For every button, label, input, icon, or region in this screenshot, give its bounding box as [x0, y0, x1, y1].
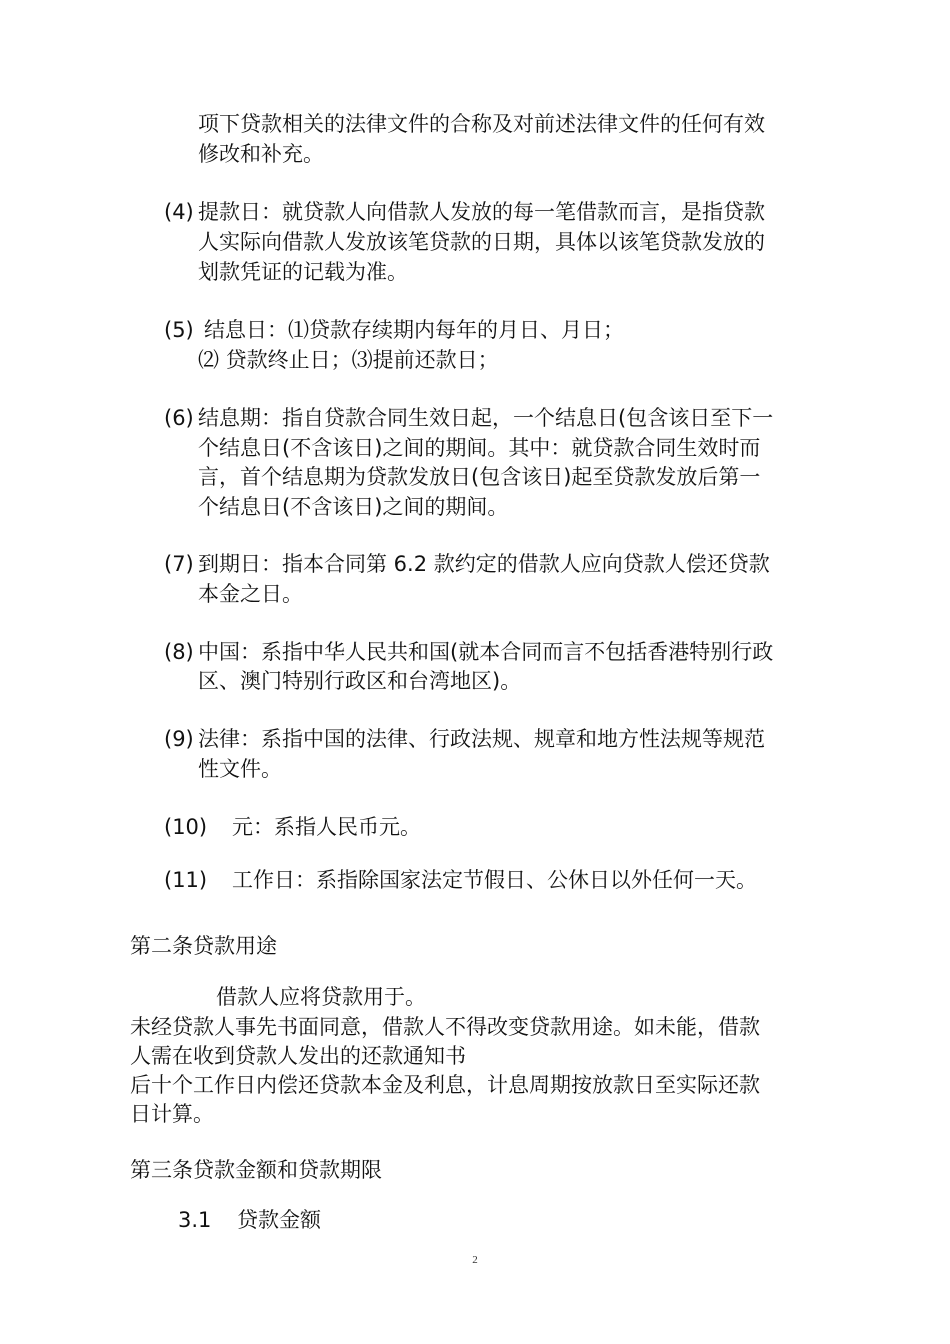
item-9-line-1: 法律：系指中国的法律、行政法规、规章和地方性法规等规范: [198, 727, 765, 751]
item-7-line-1: 到期日：指本合同第 6.2 款约定的借款人应向贷款人偿还贷款: [198, 552, 770, 576]
item-6-line-1: 结息期：指自贷款合同生效日起，一个结息日(包含该日至下一: [198, 406, 774, 430]
definition-continued-line-1: 项下贷款相关的法律文件的合称及对前述法律文件的任何有效: [198, 112, 765, 136]
item-8-line-2: 区、澳门特别行政区和台湾地区)。: [198, 669, 522, 693]
article-2-line-3: 人需在收到贷款人发出的还款通知书: [130, 1044, 466, 1068]
item-5-line-2: ⑵ 贷款终止日；⑶提前还款日；: [198, 348, 499, 372]
section-3-1-number: 3.1: [178, 1208, 212, 1232]
item-number-5: (5): [164, 318, 194, 342]
article-2-line-2: 未经贷款人事先书面同意，借款人不得改变贷款用途。如未能，借款: [130, 1015, 760, 1039]
item-number-11: (11): [164, 868, 208, 892]
item-11-line-1: 工作日：系指除国家法定节假日、公休日以外任何一天。: [232, 868, 757, 892]
item-10-line-1: 元：系指人民币元。: [232, 815, 421, 839]
article-2-line-4: 后十个工作日内偿还贷款本金及利息，计息周期按放款日至实际还款: [130, 1073, 760, 1097]
item-number-10: (10): [164, 815, 208, 839]
article-2-line-1: 借款人应将贷款用于。: [216, 985, 426, 1009]
item-number-8: (8): [164, 640, 194, 664]
item-4-line-2: 人实际向借款人发放该笔贷款的日期，具体以该笔贷款发放的: [198, 230, 765, 254]
item-number-6: (6): [164, 406, 194, 430]
item-7-line-2: 本金之日。: [198, 582, 303, 606]
article-2-heading: 第二条贷款用途: [130, 934, 277, 958]
item-6-line-3: 言，首个结息期为贷款发放日(包含该日)起至贷款发放后第一: [198, 465, 761, 489]
article-2-line-5: 日计算。: [130, 1102, 214, 1126]
item-8-line-1: 中国：系指中华人民共和国(就本合同而言不包括香港特别行政: [198, 640, 774, 664]
item-6-line-2: 个结息日(不含该日)之间的期间。其中：就贷款合同生效时而: [198, 436, 761, 460]
item-4-line-1: 提款日：就贷款人向借款人发放的每一笔借款而言，是指贷款: [198, 200, 765, 224]
item-9-line-2: 性文件。: [198, 757, 282, 781]
article-3-heading: 第三条贷款金额和贷款期限: [130, 1158, 382, 1182]
item-number-4: (4): [164, 200, 194, 224]
item-5-line-1: 结息日：⑴贷款存续期内每年的月日、月日；: [204, 318, 624, 342]
item-number-7: (7): [164, 552, 194, 576]
section-3-1-title: 贷款金额: [237, 1208, 321, 1232]
page-number: 2: [472, 1254, 478, 1266]
item-number-9: (9): [164, 727, 194, 751]
item-6-line-4: 个结息日(不含该日)之间的期间。: [198, 495, 509, 519]
definition-continued-line-2: 修改和补充。: [198, 142, 324, 166]
item-4-line-3: 划款凭证的记载为准。: [198, 260, 408, 284]
